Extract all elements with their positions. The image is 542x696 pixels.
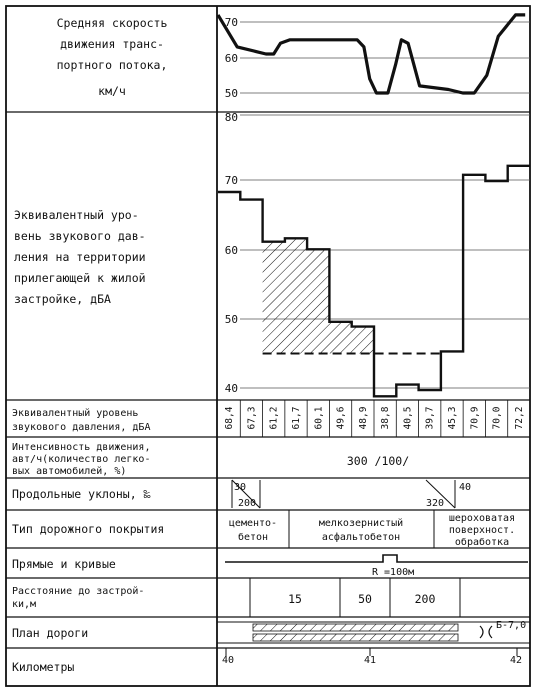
curve-radius: R =100м	[372, 567, 415, 578]
plan-label: План дороги	[12, 626, 89, 640]
road-plan	[217, 622, 530, 643]
speed-grid	[240, 22, 530, 93]
equiv-level-value: 40,5	[402, 406, 414, 430]
svg-text:обработка: обработка	[454, 537, 510, 548]
equiv-level-label	[12, 407, 150, 433]
equiv-level-value: 49,6	[335, 406, 347, 430]
noise-tick-60: 60	[224, 244, 238, 257]
svg-text:застройке, дБА: застройке, дБА	[14, 292, 111, 306]
grade-30: 30	[234, 482, 247, 493]
surface-rough	[449, 513, 515, 548]
equiv-level-value: 68,4	[224, 406, 236, 430]
equiv-level-value: 72,2	[513, 406, 525, 430]
svg-text:шероховатая: шероховатая	[448, 513, 516, 524]
equiv-level-value: 45,3	[447, 406, 458, 430]
svg-text:Эквивалентный уро-: Эквивалентный уро-	[14, 208, 139, 222]
distance-200: 200	[414, 592, 436, 606]
grades-profile	[232, 480, 455, 508]
svg-text:поверхност.: поверхност.	[448, 525, 516, 536]
km-40: 40	[222, 655, 235, 666]
curves-line	[225, 555, 528, 562]
svg-text:ления на территории: ления на территории	[14, 250, 146, 264]
distance-15: 15	[288, 592, 302, 606]
svg-text:асфальтобетон: асфальтобетон	[321, 532, 401, 543]
noise-tick-70: 70	[224, 174, 238, 187]
grade-40: 40	[459, 482, 472, 493]
km-42: 42	[510, 655, 523, 666]
equiv-level-value: 70,0	[491, 406, 503, 430]
noise-ticks	[225, 111, 238, 395]
equiv-level-value: 48,9	[357, 406, 369, 430]
svg-text:Эквивалентный уровень: Эквивалентный уровень	[12, 408, 139, 419]
svg-text:км/ч: км/ч	[98, 84, 126, 98]
equiv-level-value: 60,1	[313, 406, 325, 430]
speed-tick-60: 60	[224, 52, 238, 65]
plan-annotation: Б-7,0	[496, 620, 527, 631]
equiv-level-value: 70,9	[469, 406, 481, 430]
svg-text:Расстояние до застрой-: Расстояние до застрой-	[12, 586, 145, 597]
speed-tick-70: 70	[224, 16, 238, 29]
noise-tick-40: 40	[224, 382, 238, 395]
svg-text:звукового давления, дБА: звукового давления, дБА	[12, 422, 151, 433]
equiv-level-value: 39,7	[424, 406, 436, 430]
traffic-value: 300 /100/	[346, 454, 410, 468]
km-label: Километры	[12, 660, 75, 674]
equiv-level-value: 67,3	[246, 406, 258, 430]
surface-label: Тип дорожного покрытия	[12, 522, 165, 536]
distance-50: 50	[358, 592, 372, 606]
svg-text:авт/ч(количество легко-: авт/ч(количество легко-	[12, 454, 151, 465]
equiv-level-value: 61,2	[268, 406, 280, 430]
equiv-level-value: 61,7	[291, 406, 302, 430]
equiv-level-values	[224, 400, 525, 437]
svg-text:движения транс-: движения транс-	[60, 37, 164, 51]
svg-text:Средняя скорость: Средняя скорость	[56, 16, 168, 30]
speed-tick-50: 50	[224, 87, 238, 100]
svg-text:портного потока,: портного потока,	[56, 58, 168, 72]
svg-text:вень звукового дав-: вень звукового дав-	[14, 229, 146, 243]
svg-text:мелкозернистый: мелкозернистый	[318, 518, 404, 529]
distance-label	[12, 585, 144, 610]
svg-text:ки,м: ки,м	[12, 599, 37, 610]
curves-label: Прямые и кривые	[12, 557, 116, 571]
km-41: 41	[364, 655, 377, 666]
noise-label	[14, 208, 146, 306]
svg-text:вых автомобилей, %): вых автомобилей, %)	[12, 466, 127, 477]
svg-text:Интенсивность движения,: Интенсивность движения,	[12, 442, 151, 453]
grade-200: 200	[238, 498, 257, 509]
grades-label: Продольные уклоны, ‰	[12, 487, 151, 501]
speed-curve	[218, 15, 525, 93]
svg-text:прилегающей к жилой: прилегающей к жилой	[14, 271, 146, 285]
grade-320: 320	[426, 498, 445, 509]
equiv-level-value: 38,8	[380, 406, 392, 430]
noise-tick-50: 50	[224, 313, 238, 326]
noise-reduction-hatch	[263, 238, 374, 353]
svg-text:цементо-: цементо-	[228, 518, 278, 529]
noise-tick-80: 80	[224, 111, 238, 124]
speed-label	[57, 16, 168, 98]
svg-text:бетон: бетон	[237, 532, 269, 543]
traffic-label	[12, 442, 150, 477]
surface-asphalt	[319, 517, 403, 543]
surface-cement	[229, 518, 277, 543]
